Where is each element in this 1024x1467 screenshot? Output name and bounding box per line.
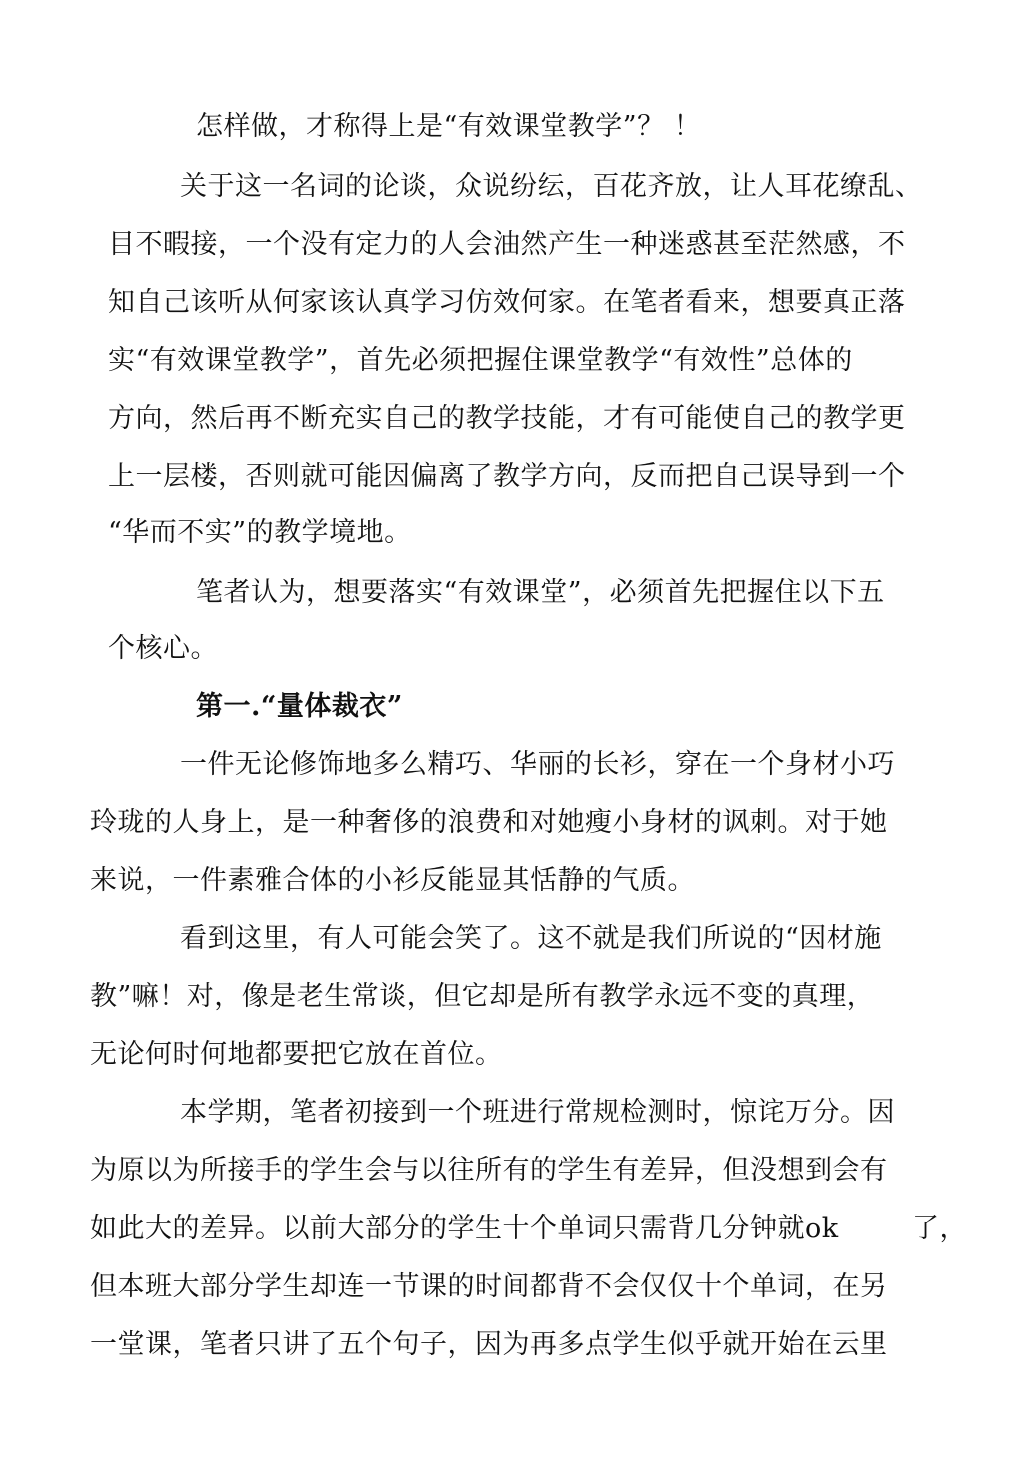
paragraph-1-line-2: 目不暇接，一个没有定力的人会油然产生一种迷惑甚至茫然感，不 xyxy=(108,229,906,260)
paragraph-5-line-3: 如此大的差异。以前大部分的学生十个单词只需背几分钟就ok xyxy=(90,1213,839,1244)
paragraph-1-line-5: 方向，然后再不断充实自己的教学技能，才有可能使自己的教学更 xyxy=(108,403,906,434)
paragraph-1-line-1: 关于这一名词的论谈，众说纷纭，百花齐放，让人耳花缭乱、 xyxy=(180,171,923,202)
paragraph-5-line-2: 为原以为所接手的学生会与以往所有的学生有差异，但没想到会有 xyxy=(90,1155,888,1186)
paragraph-5-line-4: 但本班大部分学生却连一节课的时间都背不会仅仅十个单词，在另 xyxy=(90,1271,888,1302)
heading: 怎样做，才称得上是“有效课堂教学”？ ！ xyxy=(196,111,702,142)
paragraph-3-line-1: 一件无论修饰地多么精巧、华丽的长衫，穿在一个身材小巧 xyxy=(180,749,895,780)
paragraph-2-line-2: 个核心。 xyxy=(108,633,218,664)
paragraph-5-line-5: 一堂课，笔者只讲了五个句子，因为再多点学生似乎就开始在云里 xyxy=(90,1329,888,1360)
paragraph-4-line-1: 看到这里，有人可能会笑了。这不就是我们所说的“因材施 xyxy=(180,923,882,954)
paragraph-3-line-2: 玲珑的人身上，是一种奢侈的浪费和对她瘦小身材的讽刺。对于她 xyxy=(90,807,888,838)
paragraph-3-line-3: 来说，一件素雅合体的小衫反能显其恬静的气质。 xyxy=(90,865,695,896)
paragraph-1-line-4: 实“有效课堂教学”，首先必须把握住课堂教学“有效性”总体的 xyxy=(108,345,853,376)
paragraph-4-line-2: 教”嘛！对，像是老生常谈，但它却是所有教学永远不变的真理， xyxy=(90,981,875,1012)
paragraph-2-line-1: 笔者认为，想要落实“有效课堂”，必须首先把握住以下五 xyxy=(196,577,885,608)
paragraph-5-line-1: 本学期，笔者初接到一个班进行常规检测时，惊诧万分。因 xyxy=(180,1097,895,1128)
paragraph-5-line-3-tail: 了， xyxy=(912,1213,967,1244)
paragraph-1-line-3: 知自己该听从何家该认真学习仿效何家。在笔者看来，想要真正落 xyxy=(108,287,906,318)
paragraph-4-line-3: 无论何时何地都要把它放在首位。 xyxy=(90,1039,503,1070)
paragraph-1-line-6: 上一层楼，否则就可能因偏离了教学方向，反而把自己误导到一个 xyxy=(108,461,906,492)
paragraph-1-line-7: “华而不实”的教学境地。 xyxy=(108,517,412,548)
section-1-title: 第一.“量体裁衣” xyxy=(196,691,403,722)
